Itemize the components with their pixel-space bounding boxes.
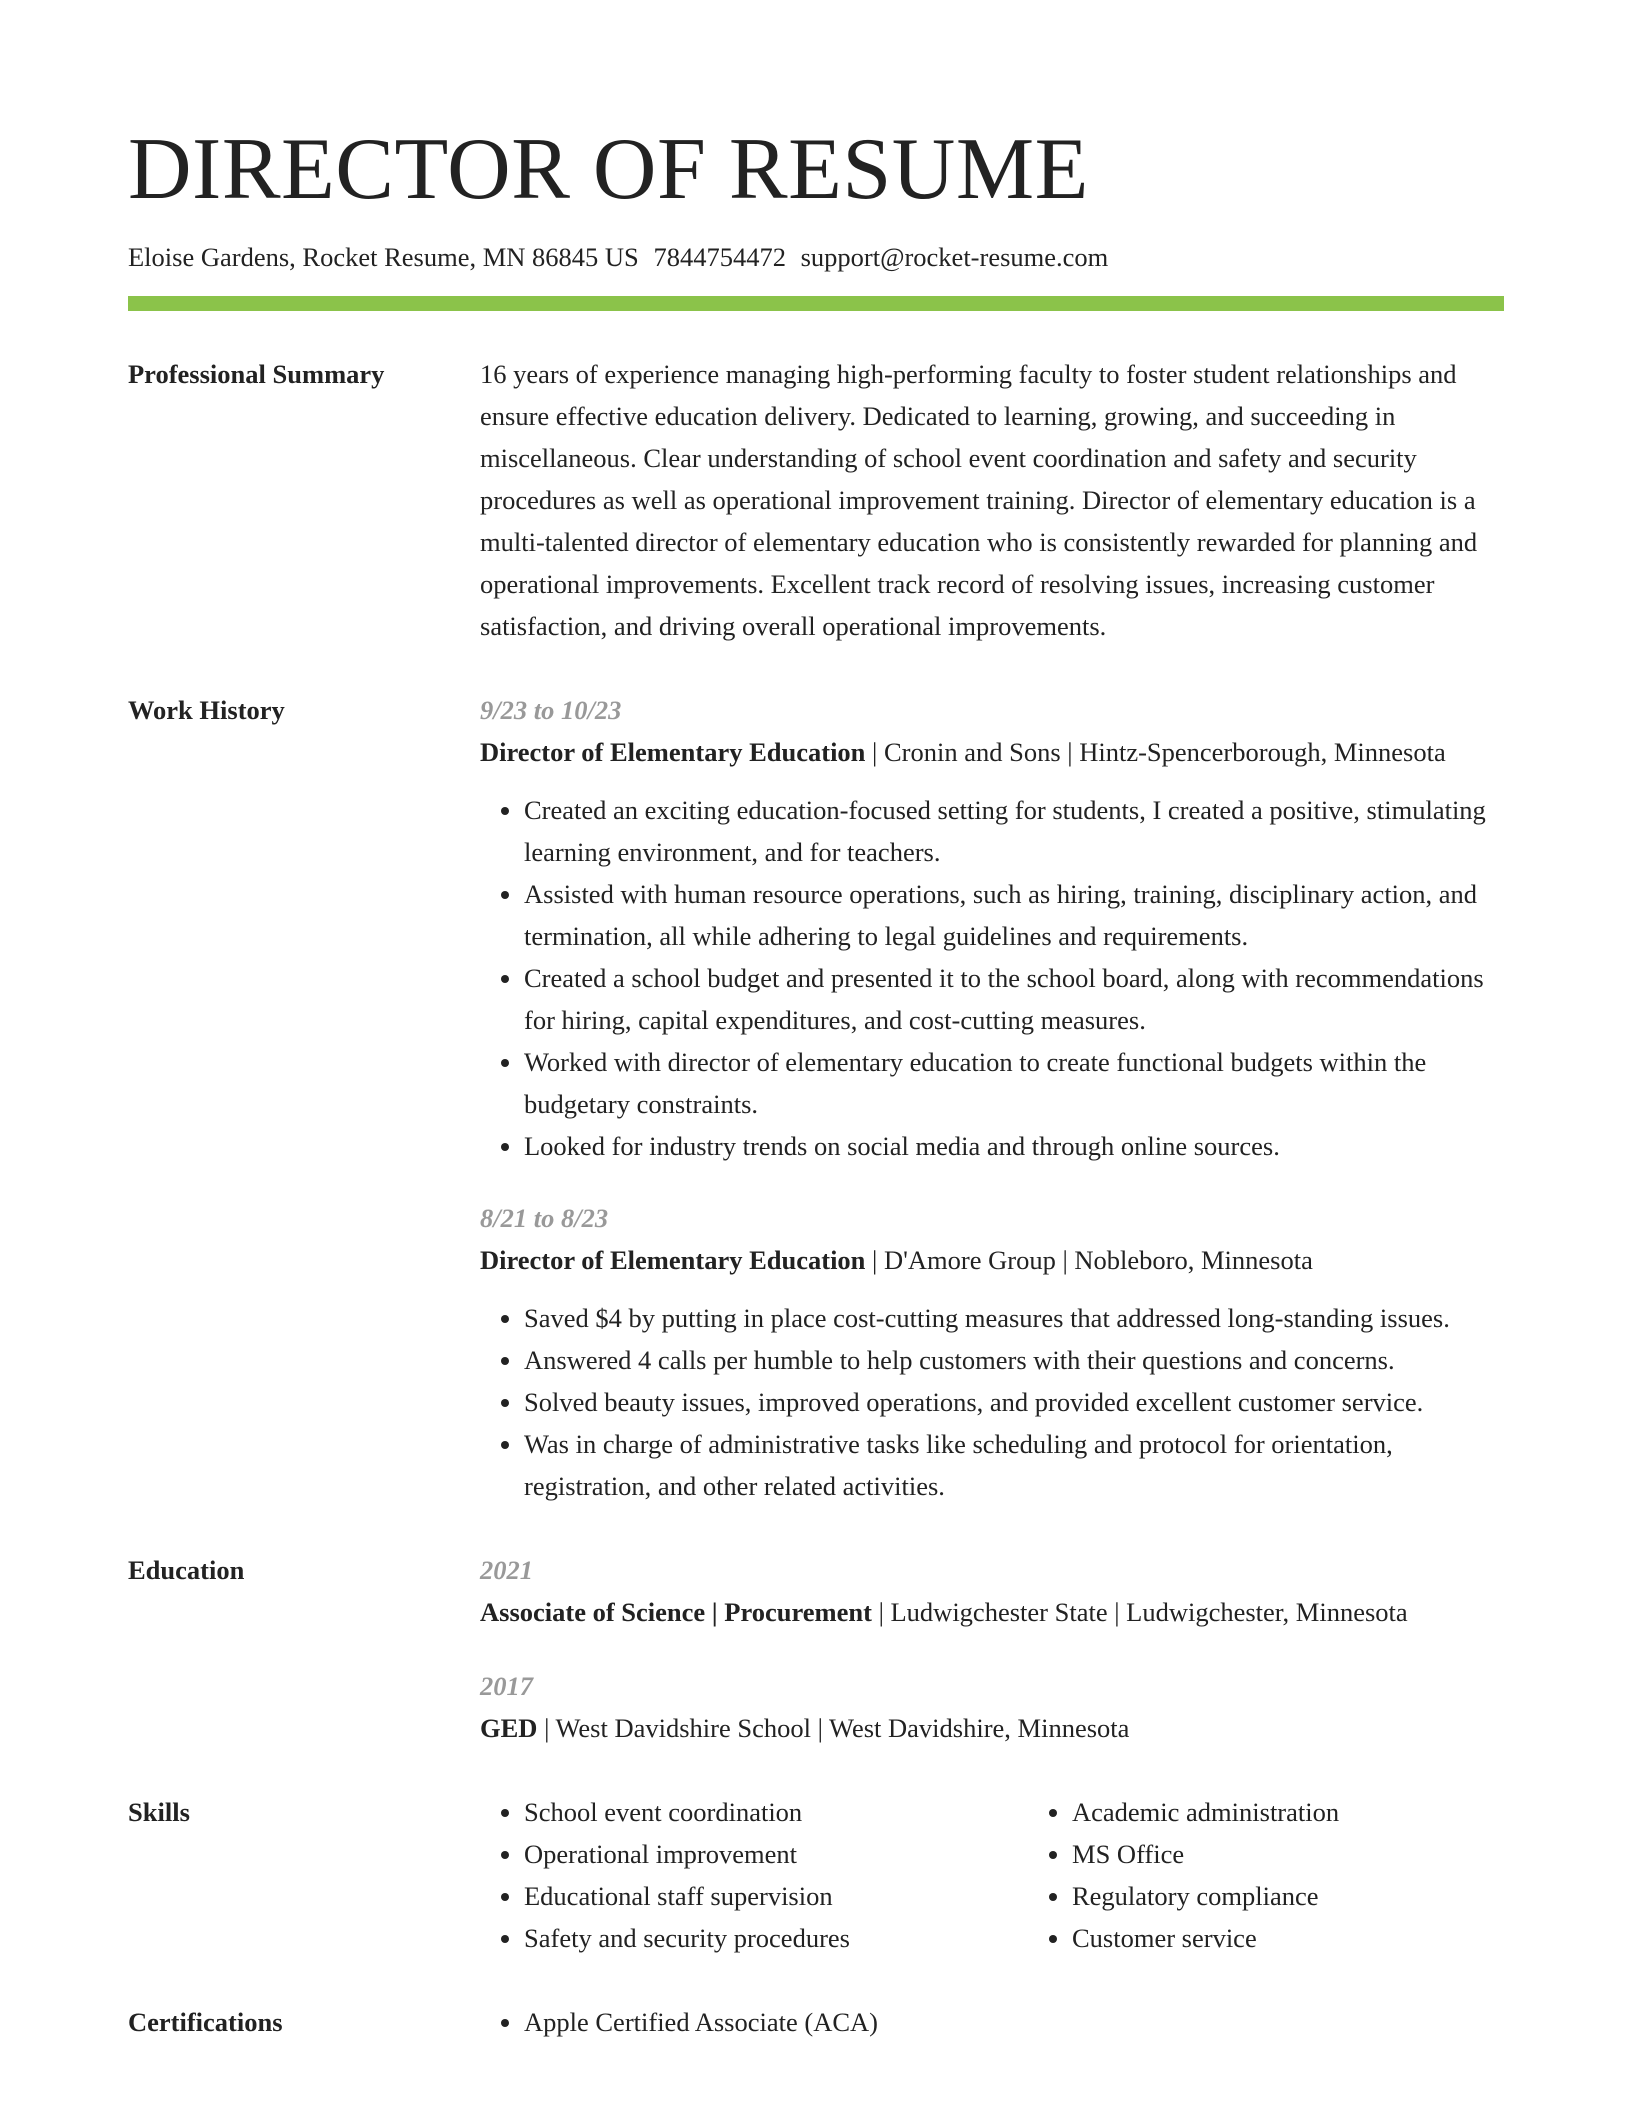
contact-address: Eloise Gardens, Rocket Resume, MN 86845 US [128,242,639,272]
job-role-line [480,731,1504,773]
job-details: | D'Amore Group | Nobleboro, Minnesota [865,1245,1313,1275]
education-degree: Associate of Science | Procurement [480,1597,872,1627]
education-line [480,1591,1504,1633]
list-item: • Worked with director of elementary education to create functional budgets within the budgetary constraints. [524,1041,1504,1125]
education-entry [480,1549,1504,1633]
job-dates: 9/23 to 10/23 [480,695,622,725]
education-details: | Ludwigchester State | Ludwigchester, Minnesota [871,1597,1408,1627]
list-item: • Was in charge of administrative tasks like scheduling and protocol for orientation, registration, and other related activities. [524,1423,1504,1507]
job-role: Director of Elementary Education [480,737,866,767]
education-section [128,1557,1504,1749]
list-item: • Created a school budget and presented it to the school board, along with recommendations for hiring, capital expenditures, and cost-cutting measures. [524,957,1504,1041]
education-line [480,1707,1504,1749]
list-item: • Customer service [1072,1917,1339,1959]
list-item: • Educational staff supervision [524,1875,1028,1917]
education-title: Education [128,1555,245,1585]
certifications-list [480,2001,1504,2043]
job-bullets [480,789,1504,1167]
job-bullets [480,1297,1504,1507]
job-role: Director of Elementary Education [480,1245,866,1275]
education-year: 2017 [480,1671,533,1701]
contact-email[interactable]: support@rocket-resume.com [800,242,1109,272]
list-item: • Solved beauty issues, improved operations, and provided excellent customer service. [524,1381,1504,1423]
education-year: 2021 [480,1555,533,1585]
skills-left-list [480,1791,1028,1959]
list-item: • Academic administration [1072,1791,1339,1833]
work-title: Work History [128,695,285,725]
skills-section [128,1799,1504,1959]
job-entry [480,689,1504,1167]
list-item: • Looked for industry trends on social media and through online sources. [524,1125,1504,1167]
education-entry [480,1665,1504,1749]
contact-line [128,240,1504,274]
list-item: • MS Office [1072,1833,1339,1875]
list-item: • Safety and security procedures [524,1917,1028,1959]
job-dates: 8/21 to 8/23 [480,1203,609,1233]
skills-right-list [1028,1791,1339,1959]
certifications-title: Certifications [128,2007,283,2037]
work-section [128,697,1504,1507]
summary-section [128,361,1504,647]
education-degree: GED [480,1713,538,1743]
list-item: • Created an exciting education-focused setting for students, I created a positive, stimulating learning environment, and for teachers. [524,789,1504,873]
skills-grid [480,1791,1504,1959]
skills-title: Skills [128,1797,190,1827]
summary-title: Professional Summary [128,359,385,389]
job-role-line [480,1239,1504,1281]
contact-phone: 7844754472 [653,242,786,272]
header-divider [128,296,1504,311]
job-entry [480,1197,1504,1507]
list-item: • Answered 4 calls per humble to help customers with their questions and concerns. [524,1339,1504,1381]
list-item: • School event coordination [524,1791,1028,1833]
resume-name: DIRECTOR OF RESUME [128,121,1089,218]
list-item: • Apple Certified Associate (ACA) [524,2001,1504,2043]
list-item: • Regulatory compliance [1072,1875,1339,1917]
job-details: | Cronin and Sons | Hintz-Spencerborough, Minnesota [865,737,1446,767]
list-item: • Assisted with human resource operations, such as hiring, training, disciplinary action, and termination, all while adhering to legal guidelines and requirements. [524,873,1504,957]
list-item: • Saved $4 by putting in place cost-cutting measures that addressed long-standing issues. [524,1297,1504,1339]
education-details: | West Davidshire School | West Davidshire, Minnesota [537,1713,1130,1743]
list-item: • Operational improvement [524,1833,1028,1875]
certifications-section [128,2009,1504,2043]
summary-text: 16 years of experience managing high-performing faculty to foster student relationships and ensure effective education delivery. Dedicated to learning, growing, and succeeding in miscellaneous. Clear understanding of school event coordination and safety and security procedures as well as operational improvement training. Director of elementary education is a multi-talented director of elementary education who is consistently rewarded for planning and operational improvements. Excellent track record of resolving issues, increasing customer satisfaction, and driving overall operational improvements. [480,359,1478,641]
